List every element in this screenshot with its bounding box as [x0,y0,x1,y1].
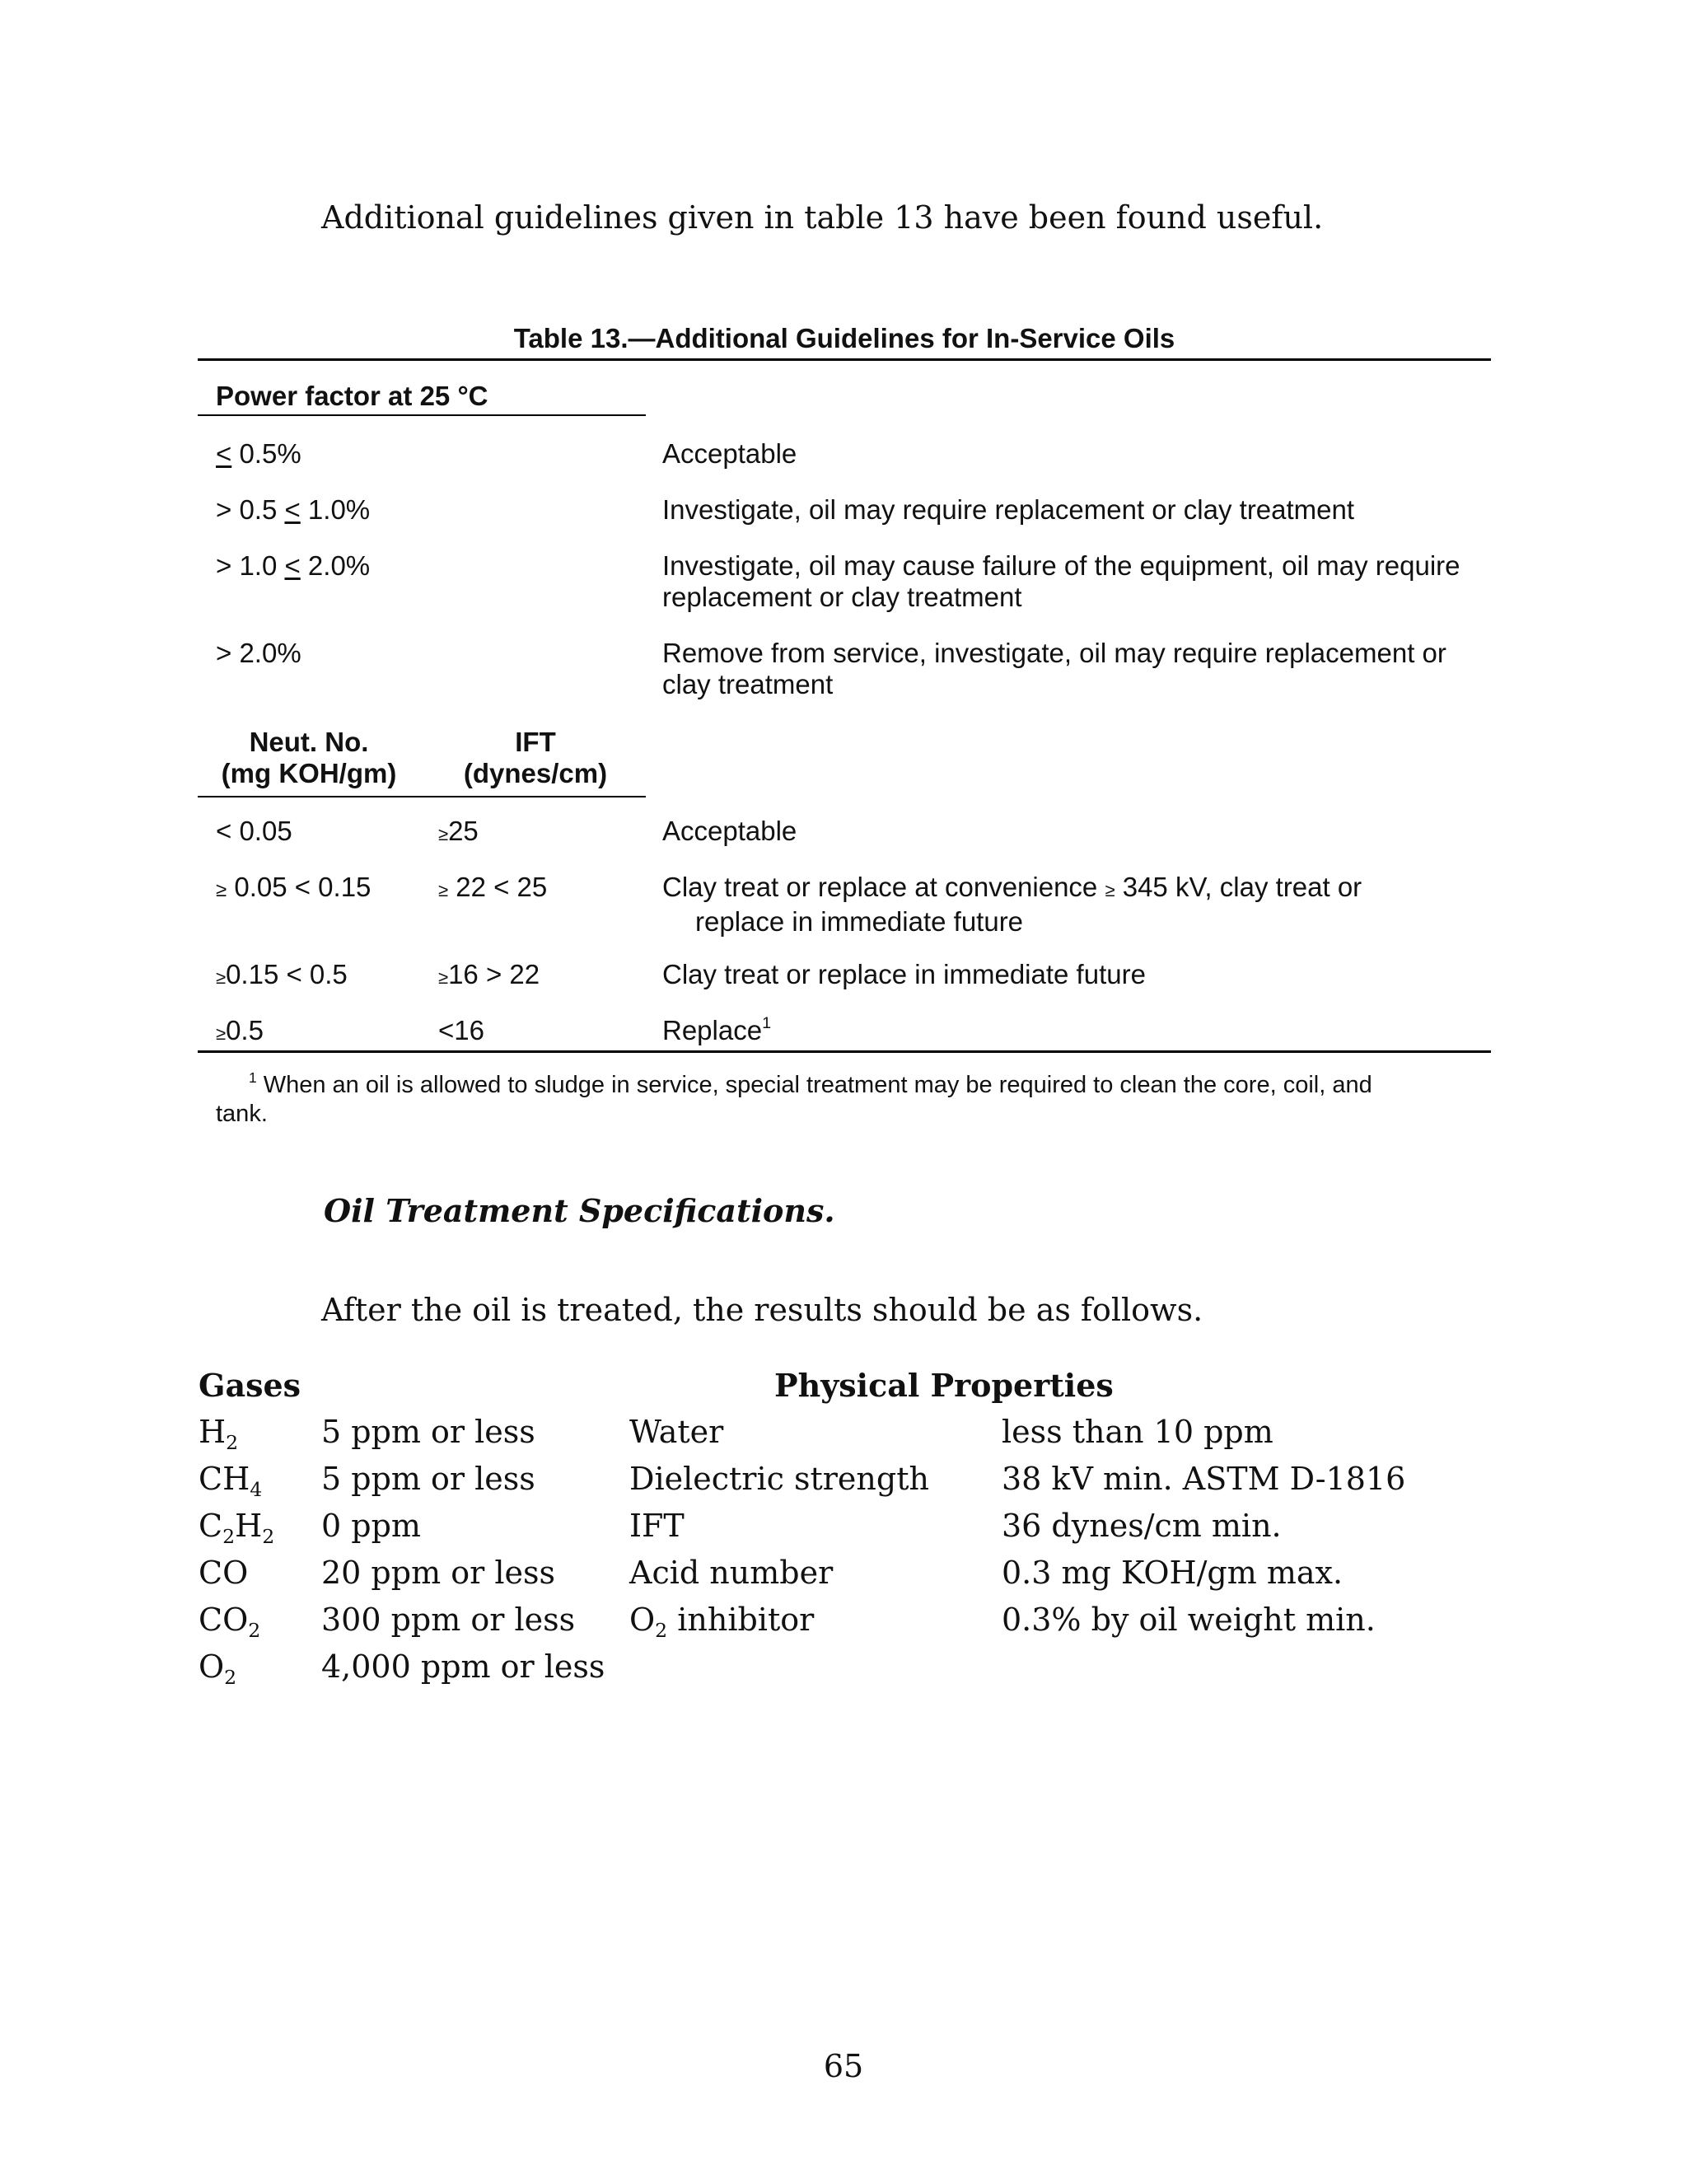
pf-result-cell: Investigate, oil may cause failure of the equipment, oil may require replacement or clay treatment [662,550,1460,612]
physical-properties-heading: Physical Properties [774,1367,1114,1404]
gas-value: 5 ppm or less [321,1414,535,1450]
property-value: less than 10 ppm [1002,1414,1273,1450]
gas-value: 4,000 ppm or less [321,1649,605,1685]
ift-cell: ≥16 > 22 [438,959,540,989]
neut-result-cell: Clay treat or replace at convenience ≥ 345 kV, clay treat or replace in immediate future [662,872,1362,937]
property-name: Acid number [629,1555,834,1591]
table-top-rule [198,358,1491,361]
power-factor-header: Power factor at 25 °C [216,381,488,411]
property-name: Water [629,1414,724,1450]
gas-name: $O_2$ [199,1649,237,1690]
pf-result-cell: Acceptable [662,438,797,469]
power-factor-header-rule [198,414,646,416]
neut-header-rule [198,796,646,797]
neut-cell: ≥0.15 < 0.5 [216,959,348,989]
gas-value: 20 ppm or less [321,1555,555,1591]
section-heading: Oil Treatment Specifications. [324,1192,835,1229]
property-value: 0.3% by oil weight min. [1002,1602,1376,1638]
intro-paragraph: Additional guidelines given in table 13 have been found useful. [321,199,1324,236]
gas-name: $C_2H_2$ [199,1508,275,1549]
neut-no-header: Neut. No. (mg KOH/gm) [221,727,397,788]
table-footnote: $^1$ When an oil is allowed to sludge in service, special treatment may be required to clean the core, coil, and tank. [216,1069,1372,1127]
ift-cell: ≥25 [438,816,479,846]
pf-range-cell: > 0.5 < 1.0% [216,494,371,525]
page-number: 65 [823,2048,864,2084]
neut-cell: ≥0.5 [216,1015,264,1045]
property-name: Dielectric strength [629,1461,929,1497]
pf-range-cell: > 2.0% [216,638,301,668]
gas-value: 0 ppm [321,1508,421,1544]
property-value: 0.3 mg KOH/gm max. [1002,1555,1344,1591]
property-value: 36 dynes/cm min. [1002,1508,1282,1544]
pf-result-cell: Remove from service, investigate, oil may require replacement or clay treatment [662,638,1446,699]
neut-result-cell: Acceptable [662,816,797,846]
neut-result-cell: Replace$^1$ [662,1014,772,1045]
gas-name: $CH_4$ [199,1461,263,1502]
gas-name: $H_2$ [199,1414,239,1455]
pf-range-cell: < 0.5% [216,438,301,469]
property-name: $O_2$ inhibitor [629,1602,815,1643]
pf-result-cell: Investigate, oil may require replacement or clay treatment [662,494,1355,525]
section-intro: After the oil is treated, the results should be as follows. [321,1292,1203,1328]
neut-cell: < 0.05 [216,816,292,846]
ift-cell: <16 [438,1015,484,1045]
gas-name: CO [199,1555,249,1591]
gases-heading: Gases [199,1367,301,1404]
gas-value: 5 ppm or less [321,1461,535,1497]
table-title: Table 13.—Additional Guidelines for In-Service Oils [513,323,1175,353]
pf-range-cell: > 1.0 < 2.0% [216,550,371,581]
ift-cell: ≥ 22 < 25 [438,872,548,902]
property-value: 38 kV min. ASTM D-1816 [1002,1461,1406,1497]
ift-header: IFT (dynes/cm) [463,727,608,788]
gas-name: $CO_2$ [199,1602,261,1643]
table-bottom-rule [198,1050,1491,1053]
property-name: IFT [629,1508,685,1544]
gas-value: 300 ppm or less [321,1602,576,1638]
neut-cell: ≥ 0.05 < 0.15 [216,872,372,902]
neut-result-cell: Clay treat or replace in immediate future [662,959,1146,989]
footnote-ref: 1 [762,1014,772,1033]
